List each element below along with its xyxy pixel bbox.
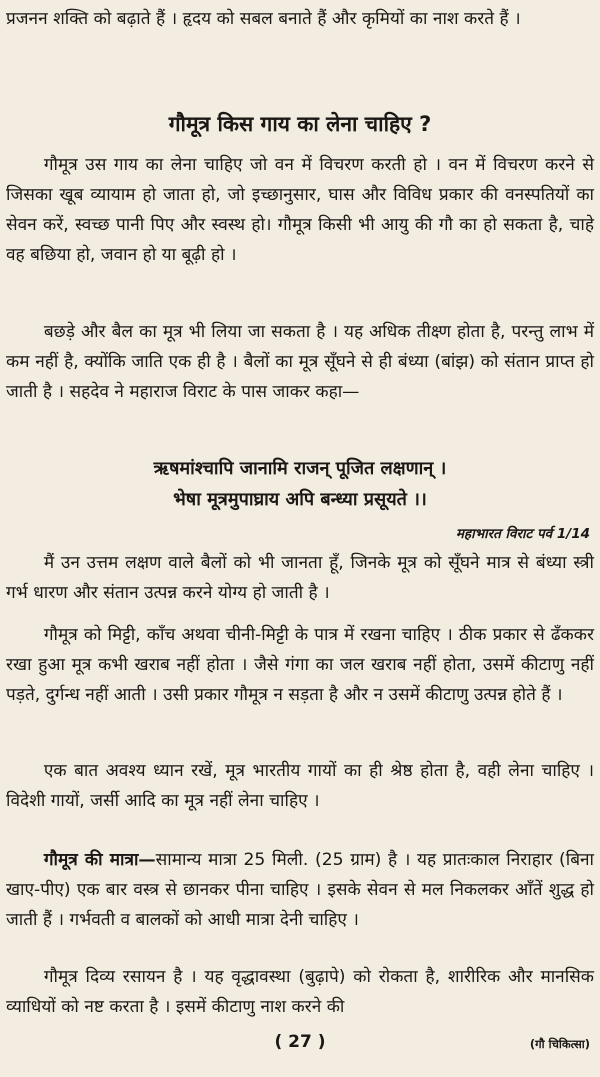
page-number: ( 27 ): [274, 1032, 326, 1052]
section-heading: गौमूत्र किस गाय का लेना चाहिए ?: [168, 112, 432, 136]
verse-line-2: भेषा मूत्रमुपाघ्राय अपि बन्ध्या प्रसूयते ।।: [173, 489, 427, 510]
verse-line-1: ऋषमांश्चापि जानामि राजन् पूजित लक्षणान् ।: [153, 458, 447, 479]
paragraph-bull-urine: बछड़े और बैल का मूत्र भी लिया जा सकता है । यह अधिक तीक्ष्ण होता है, परन्तु लाभ में कम नहीं है, क्योंकि जाति एक ही है । बैलों का मूत्र सूँघने से ही बंध्या (बांझ) को संतान प्राप्त हो जाती है । सहदेव ने महाराज विराट के पास जाकर कहा—: [6, 322, 594, 402]
paragraph-indian-cows: एक बात अवश्य ध्यान रखें, मूत्र भारतीय गायों का ही श्रेष्ठ होता है, वही लेना चाहिए । विदेशी गायों, जर्सी आदि का मूत्र नहीं लेना चाहिए ।: [6, 761, 594, 811]
paragraph-verse-meaning: मैं उन उत्तम लक्षण वाले बैलों को भी जानता हूँ, जिनके मूत्र को सूँघने मात्र से बंध्या स्त्री गर्भ धारण और संतान उत्पन्न करने योग्य हो जाती है ।: [6, 553, 594, 603]
paragraph-dosage: [6, 845, 594, 935]
paragraph-rasayana: गौमूत्र दिव्य रसायन है । यह वृद्धावस्था (बुढ़ापे) को रोकता है, शारीरिक और मानसिक व्याधियों को नष्ट करता है । इसमें कीटाणु नाश करने की: [6, 967, 594, 1017]
verse-citation: महाभारत विराट पर्व 1/14: [455, 526, 590, 542]
running-footer-title: (गौ चिकित्सा): [529, 1037, 590, 1051]
paragraph-cow-selection: गौमूत्र उस गाय का लेना चाहिए जो वन में विचरण करती हो । वन में विचरण करने से जिसका खूब व्यायाम हो जाता हो, जो इच्छानुसार, घास और विविध प्रकार की वनस्पतियों का सेवन करें, स्वच्छ पानी पिए और स्वस्थ हो। गौमूत्र किसी भी आयु की गौ का हो सकता है, चाहे वह बछिया हो, जवान हो या बूढ़ी हो ।: [6, 155, 594, 265]
dosage-text: सामान्य मात्रा 25 मिली. (25 ग्राम) है । यह प्रातःकाल निराहार (बिना खाए-पीए) एक बार वस्त्र से छानकर पीना चाहिए । इसके सेवन से मल निकलकर आँतें शुद्ध हो जाती हैं । गर्भवती व बालकों को आधी मात्रा देनी चाहिए ।: [6, 850, 594, 930]
paragraph-storage: गौमूत्र को मिट्टी, काँच अथवा चीनी-मिट्टी के पात्र में रखना चाहिए । ठीक प्रकार से ढँककर रखा हुआ मूत्र कभी खराब नहीं होता । जैसे गंगा का जल खराब नहीं होता, उसमें कीटाणु नहीं पड़ते, दुर्गन्ध नहीं आती । उसी प्रकार गौमूत्र न सड़ता है और न उसमें कीटाणु उत्पन्न होते हैं ।: [6, 625, 594, 705]
intro-paragraph: प्रजनन शक्ति को बढ़ाते हैं । हृदय को सबल बनाते हैं और कृमियों का नाश करते हैं ।: [6, 9, 521, 29]
dosage-lead: गौमूत्र की मात्रा—: [43, 850, 156, 870]
